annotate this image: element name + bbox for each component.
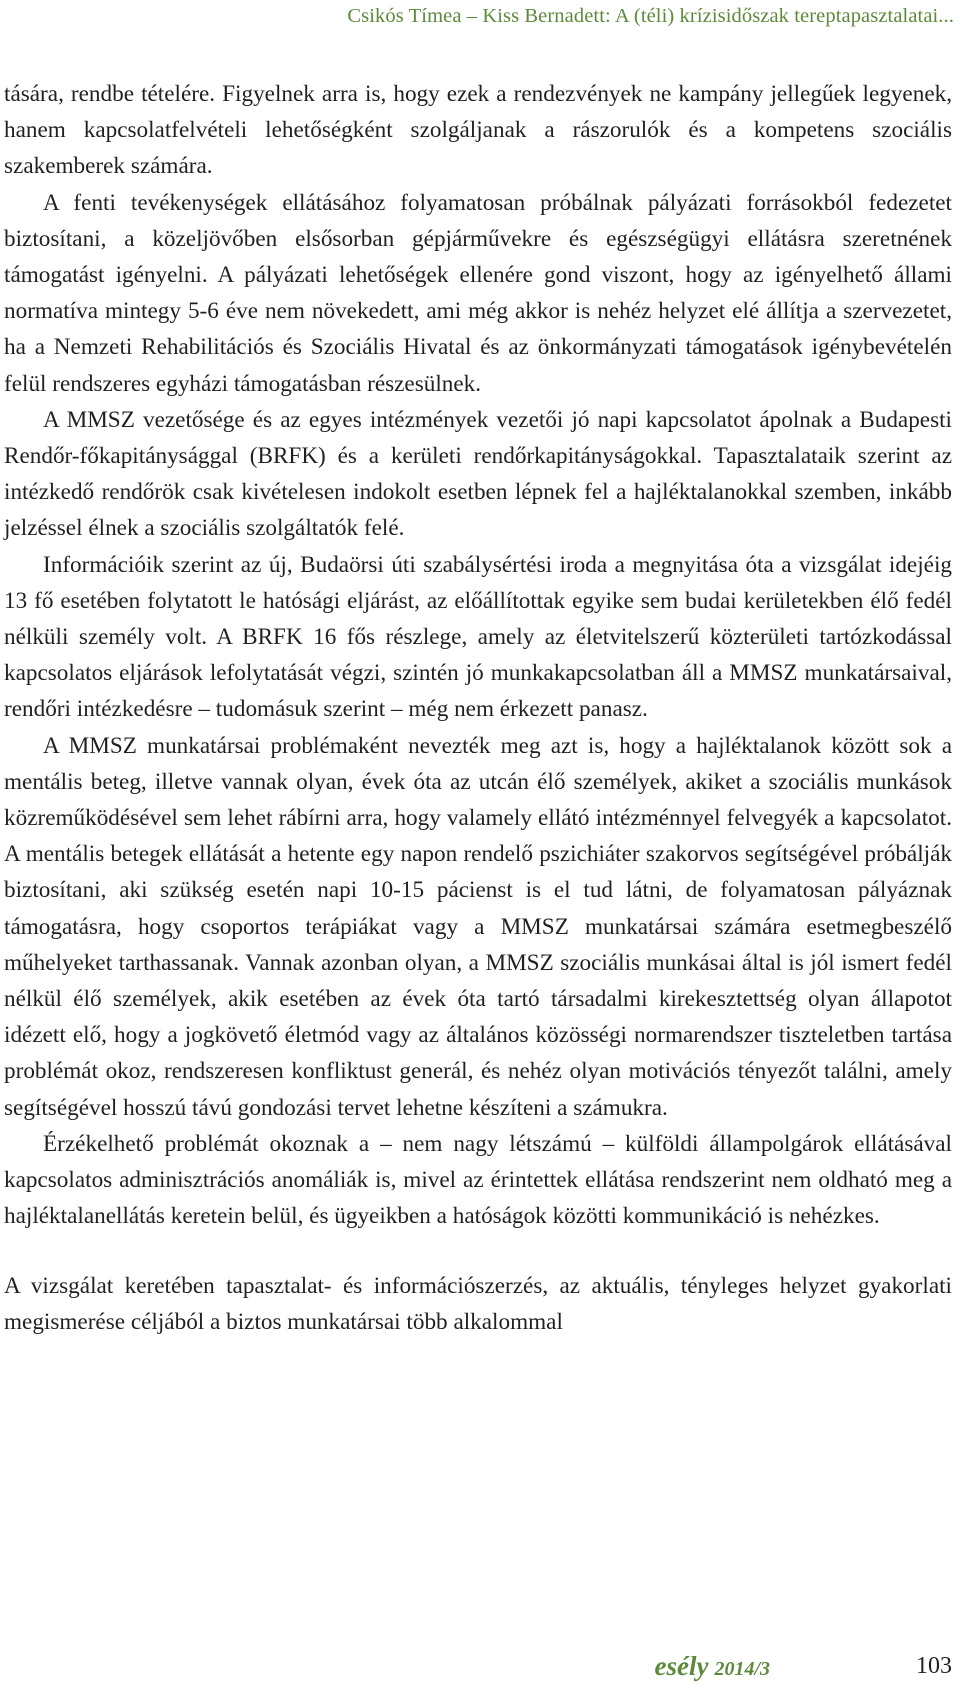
paragraph: A fenti tevékenységek ellátásához folyamatosan próbálnak pályázati forrásokból fedezetet biztosítani, a közeljövőben elsősorban gépjárművekre és egészségügyi ellátásra szeretnének támogatást igényelni. A pályázati lehetőségek ellenére gond viszont, hogy az igényelhető állami normatíva mintegy 5-6 éve nem növekedett, ami még akkor is nehéz helyzet elé állítja a szervezetet, ha a Nemzeti Rehabilitációs és Szociális Hivatal és az önkormányzati támogatások igénybevételén felül rendszeres egyházi támogatásban részesülnek. [4,189,952,397]
journal-issue: 2014/3 [714,1658,770,1680]
page-number: 103 [916,1653,952,1679]
journal-name: esély [654,1651,709,1681]
journal-title [654,1651,770,1682]
paragraph: A MMSZ vezetősége és az egyes intézmények vezetői jó napi kapcsolatot ápolnak a Budapesti Rendőr-főkapitánysággal (BRFK) és a kerületi rendőrkapitányságokkal. Tapasztalataik szerint az intézkedő rendőrök csak kivételesen indokolt esetben lépnek fel a hajléktalanokkal szemben, inkább jelzéssel élnek a szociális szolgáltatók felé. [4,406,952,542]
paragraph: A MMSZ munkatársai problémaként nevezték meg azt is, hogy a hajléktalanok között sok a mentális beteg, illetve vannak olyan, évek óta az utcán élő személyek, akiket a szociális munkások közreműködésével sem lehet rábírni arra, hogy valamely ellátó intézménnyel felvegyék a kapcsolatot. A mentális betegek ellátását a hetente egy napon rendelő pszichiáter szakorvos segítségével próbálják biztosítani, aki szükség esetén napi 10-15 pácienst is el tud látni, de folyamatosan pályáznak támogatásra, hogy csoportos terápiákat vagy a MMSZ munkatársai számára esetmegbeszélő műhelyeket tarthassanak. Vannak azonban olyan, a MMSZ szociális munkásai által is jól ismert fedél nélkül élő személyek, akik esetében az évek óta tartó társadalmi kirekesztettség olyan állapotot idézett elő, hogy a jogkövető életmód vagy az általános közösségi normarendszer tiszteletben tartása problémát okoz, rendszeresen konfliktust generál, és nehéz olyan motivációs tényezőt találni, amely segítségével hosszú távú gondozási tervet lehetne készíteni a számukra. [4,732,952,1121]
article-body [4,76,952,1340]
paragraph: Érzékelhető problémát okoznak a – nem nagy létszámú – külföldi állampolgárok ellátásával kapcsolatos adminisztrációs anomáliák is, mivel az érintettek ellátása rendszerint nem oldható meg a hajléktalanellátás keretein belül, és ügyeikben a hatóságok közötti kommunikáció is nehézkes. [4,1130,952,1230]
paragraph: Információik szerint az új, Budaörsi úti szabálysértési iroda a megnyitása óta a vizsgálat idejéig 13 fő esetében folytatott le hatósági eljárást, az előállítottak egyike sem budai kerületekben élő fedél nélküli személy volt. A BRFK 16 fős részlege, amely az életvitelszerű közterületi tartózkodással kapcsolatos eljárások lefolytatását végzi, szintén jó munkakapcsolatban áll a MMSZ munkatársaival, rendőri intézkedésre – tudomásuk szerint – még nem érkezett panasz. [4,551,952,723]
paragraph: A vizsgálat keretében tapasztalat- és információszerzés, az aktuális, tényleges helyzet gyakorlati megismerése céljából a biztos munkatársai több alkalommal [4,1272,952,1335]
page-footer [0,1651,960,1687]
paragraph: tására, rendbe tételére. Figyelnek arra is, hogy ezek a rendezvények ne kampány jellegűek legyenek, hanem kapcsolatfelvételi lehetőségként szolgáljanak a rászorulók és a kompetens szociális szakemberek számára. [4,81,952,180]
running-head: Csikós Tímea – Kiss Bernadett: A (téli) krízisidőszak tereptapasztalatai... [347,5,954,27]
